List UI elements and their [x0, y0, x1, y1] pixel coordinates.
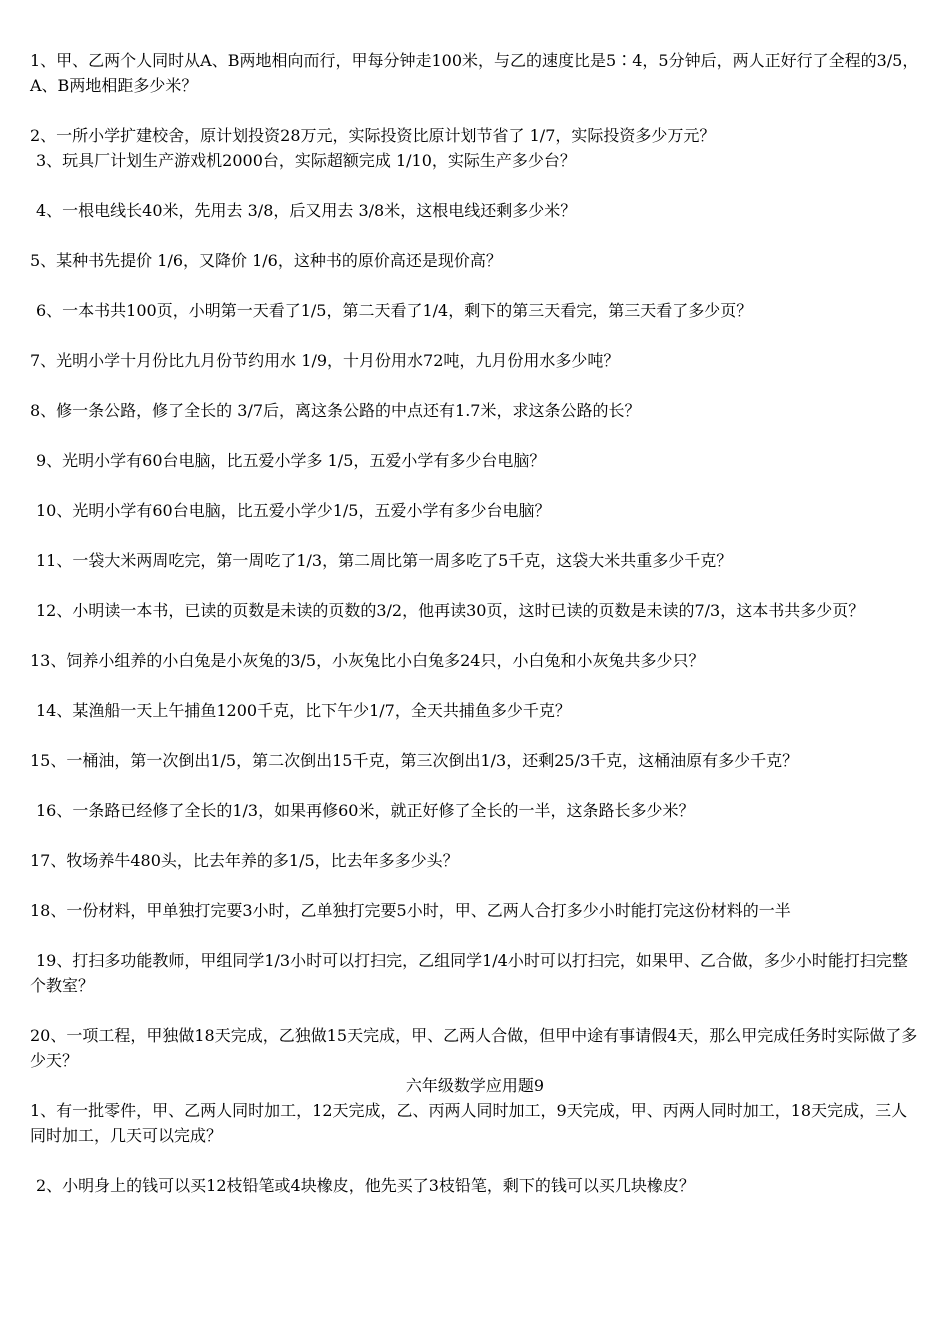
question-20: 20、一项工程，甲独做18天完成，乙独做15天完成，甲、乙两人合做，但甲中途有事请假4天，那么甲完成任务时实际做了多少天？: [30, 1026, 918, 1070]
question-7: 7、光明小学十月份比九月份节约用水 1/9，十月份用水72吨，九月份用水多少吨？: [30, 351, 620, 370]
question-18: 18、一份材料，甲单独打完要3小时，乙单独打完要5小时，甲、乙两人合打多少小时能打完这份材料的一半: [30, 901, 791, 920]
question-10: 10、光明小学有60台电脑，比五爱小学少1/5，五爱小学有多少台电脑？: [36, 501, 551, 520]
section2-question-2: 2、小明身上的钱可以买12枝铅笔或4块橡皮，他先买了3枝铅笔，剩下的钱可以买几块橡皮？: [36, 1176, 695, 1195]
question-12: 12、小明读一本书，已读的页数是未读的页数的3/2，他再读30页，这时已读的页数是未读的7/3，这本书共多少页？: [36, 601, 865, 620]
question-11: 11、一袋大米两周吃完，第一周吃了1/3，第二周比第一周多吃了5千克，这袋大米共重多少千克？: [36, 551, 733, 570]
question-2: 2、一所小学扩建校舍，原计划投资28万元，实际投资比原计划节省了 1/7，实际投资多少万元？: [30, 126, 716, 145]
document-page: [30, 48, 920, 1198]
question-6: 6、一本书共100页，小明第一天看了1/5，第二天看了1/4，剩下的第三天看完，第三天看了多少页？: [36, 301, 753, 320]
question-3: 3、玩具厂计划生产游戏机2000台，实际超额完成 1/10，实际生产多少台？: [36, 151, 576, 170]
question-15: 15、一桶油，第一次倒出1/5，第二次倒出15千克，第三次倒出1/3，还剩25/3千克，这桶油原有多少千克？: [30, 751, 799, 770]
question-4: 4、一根电线长40米，先用去 3/8，后又用去 3/8米，这根电线还剩多少米？: [36, 201, 577, 220]
question-19: 19、打扫多功能教师，甲组同学1/3小时可以打扫完，乙组同学1/4小时可以打扫完，如果甲、乙合做，多少小时能打扫完整个教室？: [30, 951, 908, 995]
section2-question-1: 1、有一批零件，甲、乙两人同时加工，12天完成，乙、丙两人同时加工，9天完成，甲、丙两人同时加工，18天完成，三人同时加工，几天可以完成？: [30, 1101, 908, 1145]
question-16: 16、一条路已经修了全长的1/3，如果再修60米，就正好修了全长的一半，这条路长多少米？: [36, 801, 695, 820]
section-title: 六年级数学应用题9: [405, 1076, 545, 1095]
question-8: 8、修一条公路，修了全长的 3/7后，离这条公路的中点还有1.7米，求这条公路的长？: [30, 401, 641, 420]
question-9: 9、光明小学有60台电脑，比五爱小学多 1/5，五爱小学有多少台电脑？: [36, 451, 546, 470]
question-13: 13、饲养小组养的小白兔是小灰兔的3/5，小灰兔比小白兔多24只，小白兔和小灰兔共多少只？: [30, 651, 705, 670]
question-5: 5、某种书先提价 1/6，又降价 1/6，这种书的原价高还是现价高？: [30, 251, 502, 270]
question-1: 1、甲、乙两个人同时从A、B两地相向而行，甲每分钟走100米，与乙的速度比是5∶4，5分钟后，两人正好行了全程的3/5，A、B两地相距多少米？: [30, 51, 919, 95]
question-17: 17、牧场养牛480头，比去年养的多1/5，比去年多多少头？: [30, 851, 459, 870]
question-14: 14、某渔船一天上午捕鱼1200千克，比下午少1/7，全天共捕鱼多少千克？: [36, 701, 571, 720]
